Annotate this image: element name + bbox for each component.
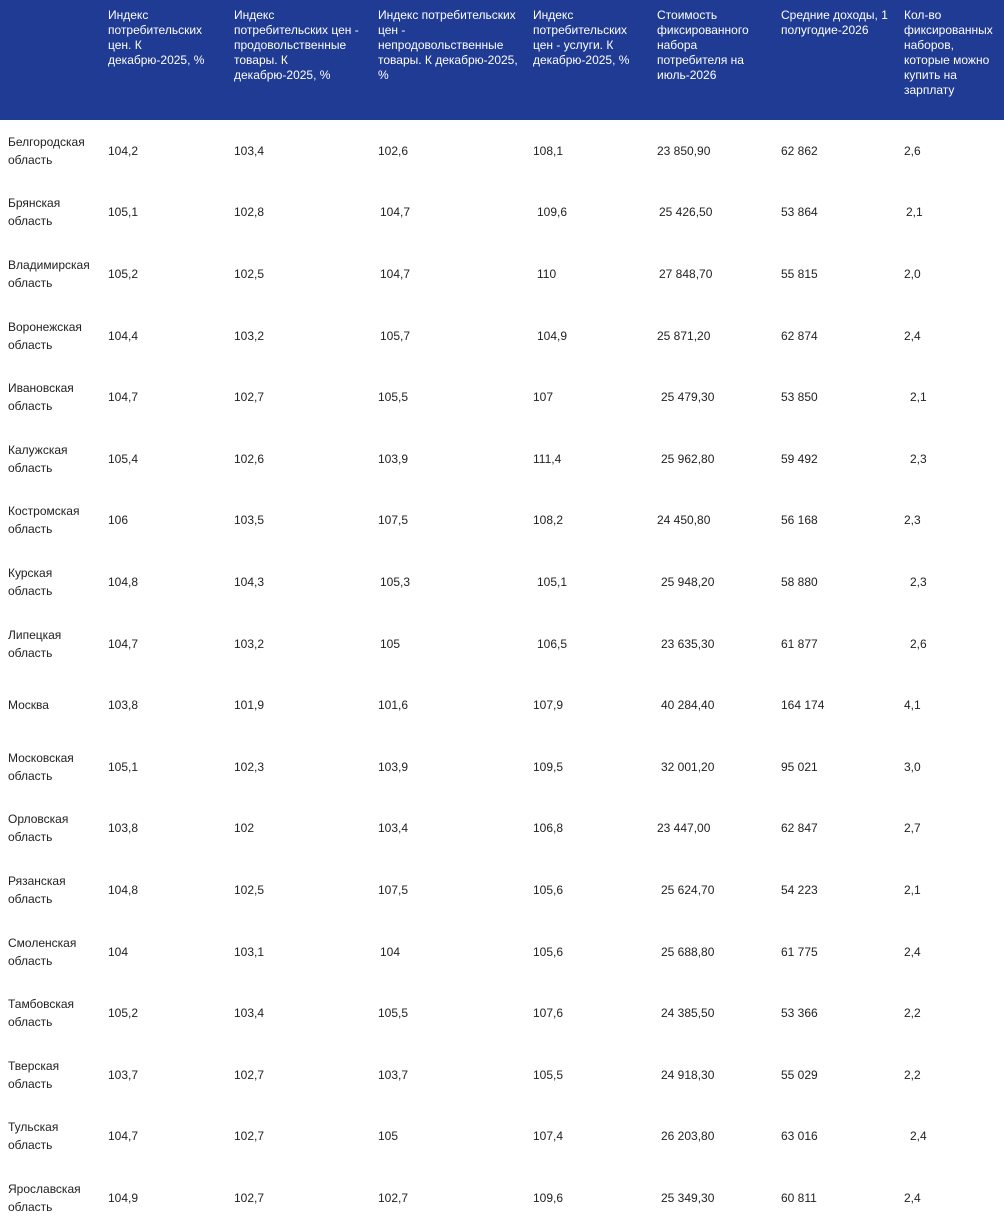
food-cpi-cell: 103,5 [234, 513, 265, 528]
region-cell: Брянская область [8, 196, 61, 229]
header-cpi-services: Индекс потребительских цен - услуги. К декабрю-2025, % [527, 0, 651, 120]
region-cell: Рязанская область [8, 873, 66, 906]
cpi-cell: 106 [108, 513, 129, 528]
sets-count-cell: 3,0 [904, 759, 921, 774]
cpi-cell: 105,4 [108, 451, 139, 466]
basket-cost-cell: 25 871,20 [657, 328, 711, 343]
cpi-cell: 104,9 [108, 1190, 139, 1205]
cpi-cell: 103,8 [108, 698, 139, 713]
nonfood-cpi-cell: 104,7 [380, 205, 411, 220]
table-row [0, 305, 1004, 367]
basket-cost-cell: 25 962,80 [661, 451, 715, 466]
food-cpi-cell: 102,7 [234, 1067, 265, 1082]
region-cell: Ярославская область [8, 1181, 81, 1214]
table-row [0, 613, 1004, 675]
avg-income-cell: 53 850 [781, 390, 818, 405]
avg-income-cell: 164 174 [781, 698, 825, 713]
avg-income-cell: 61 775 [781, 944, 818, 959]
cpi-cell: 105,2 [108, 266, 139, 281]
services-cpi-cell: 107 [533, 390, 554, 405]
header-basket-cost: Стоимость фиксированного набора потребителя на июль-2026 [651, 0, 775, 120]
services-cpi-cell: 110 [537, 266, 557, 281]
nonfood-cpi-cell: 103,9 [378, 451, 409, 466]
avg-income-cell: 60 811 [781, 1190, 817, 1205]
basket-cost-cell: 25 624,70 [661, 882, 715, 897]
table-row [0, 490, 1004, 552]
avg-income-cell: 59 492 [781, 451, 818, 466]
sets-count-cell: 2,6 [904, 143, 921, 158]
services-cpi-cell: 109,5 [533, 759, 564, 774]
nonfood-cpi-cell: 103,4 [378, 821, 409, 836]
region-cell: Воронежская область [8, 319, 82, 352]
region-cell: Москва [8, 698, 49, 713]
basket-cost-cell: 23 635,30 [661, 636, 715, 651]
basket-cost-cell: 24 450,80 [657, 513, 711, 528]
services-cpi-cell: 107,9 [533, 698, 564, 713]
avg-income-cell: 95 021 [781, 759, 818, 774]
sets-count-cell: 4,1 [904, 698, 921, 713]
cpi-cell: 103,8 [108, 821, 139, 836]
avg-income-cell: 62 874 [781, 328, 818, 343]
region-cell: Костромская область [8, 504, 80, 537]
cpi-cell: 104,4 [108, 328, 139, 343]
table-row [0, 243, 1004, 305]
avg-income-cell: 53 366 [781, 1006, 818, 1021]
basket-cost-cell: 26 203,80 [661, 1129, 715, 1144]
services-cpi-cell: 105,5 [533, 1067, 564, 1082]
avg-income-cell: 55 029 [781, 1067, 818, 1082]
header-sets-per-salary: Кол-во фиксированных наборов, которые можно купить на зарплату [898, 0, 1004, 120]
services-cpi-cell: 105,6 [533, 882, 564, 897]
services-cpi-cell: 106,5 [537, 636, 568, 651]
sets-count-cell: 2,1 [906, 205, 923, 220]
table-row [0, 982, 1004, 1044]
services-cpi-cell: 107,6 [533, 1006, 564, 1021]
sets-count-cell: 2,3 [910, 451, 927, 466]
table-row [0, 674, 1004, 736]
services-cpi-cell: 109,6 [537, 205, 568, 220]
services-cpi-cell: 107,4 [533, 1129, 564, 1144]
basket-cost-cell: 32 001,20 [661, 759, 715, 774]
food-cpi-cell: 102,7 [234, 390, 265, 405]
food-cpi-cell: 103,4 [234, 143, 265, 158]
sets-count-cell: 2,4 [904, 1190, 921, 1205]
services-cpi-cell: 111,4 [533, 451, 562, 466]
table-body [0, 120, 1004, 1229]
services-cpi-cell: 104,9 [537, 328, 568, 343]
food-cpi-cell: 103,4 [234, 1006, 265, 1021]
food-cpi-cell: 101,9 [234, 698, 265, 713]
region-cell: Московская область [8, 750, 74, 783]
region-cell: Калужская область [8, 442, 68, 475]
nonfood-cpi-cell: 107,5 [378, 513, 409, 528]
table-row [0, 1044, 1004, 1106]
cpi-cell: 104,7 [108, 390, 139, 405]
food-cpi-cell: 102,5 [234, 882, 265, 897]
region-cell: Орловская область [8, 812, 69, 845]
table-header [0, 0, 1004, 120]
table-row [0, 1106, 1004, 1168]
cpi-cell: 105,1 [108, 759, 139, 774]
basket-cost-cell: 25 688,80 [661, 944, 715, 959]
header-avg-income: Средние доходы, 1 полугодие-2026 [775, 0, 898, 120]
header-region [0, 0, 102, 120]
basket-cost-cell: 25 426,50 [659, 205, 713, 220]
basket-cost-cell: 23 447,00 [657, 821, 711, 836]
basket-cost-cell: 40 284,40 [661, 698, 715, 713]
food-cpi-cell: 103,2 [234, 636, 265, 651]
avg-income-cell: 53 864 [781, 205, 818, 220]
basket-cost-cell: 27 848,70 [659, 266, 713, 281]
nonfood-cpi-cell: 105,5 [378, 1006, 409, 1021]
nonfood-cpi-cell: 105 [378, 1129, 399, 1144]
nonfood-cpi-cell: 103,9 [378, 759, 409, 774]
cpi-cell: 103,7 [108, 1067, 139, 1082]
food-cpi-cell: 103,1 [234, 944, 265, 959]
sets-count-cell: 2,6 [910, 636, 927, 651]
header-cpi: Индекс потребительских цен. К декабрю-2025, % [102, 0, 228, 120]
region-cell: Курская область [8, 565, 53, 598]
cpi-cell: 105,2 [108, 1006, 139, 1021]
table-row [0, 428, 1004, 490]
food-cpi-cell: 102,6 [234, 451, 265, 466]
table-row [0, 859, 1004, 921]
nonfood-cpi-cell: 105,5 [378, 390, 409, 405]
table-row [0, 120, 1004, 182]
cpi-cell: 104,8 [108, 574, 139, 589]
avg-income-cell: 63 016 [781, 1129, 818, 1144]
sets-count-cell: 2,0 [904, 266, 921, 281]
nonfood-cpi-cell: 103,7 [378, 1067, 409, 1082]
basket-cost-cell: 25 349,30 [661, 1190, 715, 1205]
region-cell: Тульская область [8, 1120, 59, 1153]
basket-cost-cell: 25 948,20 [661, 574, 715, 589]
header-row [0, 0, 1004, 120]
avg-income-cell: 61 877 [781, 636, 818, 651]
region-cell: Владимирская область [8, 257, 90, 290]
cpi-cell: 104,8 [108, 882, 139, 897]
header-cpi-nonfood: Индекс потребительских цен - непродовольственные товары. К декабрю-2025, % [372, 0, 527, 120]
sets-count-cell: 2,1 [904, 882, 921, 897]
table-row [0, 551, 1004, 613]
food-cpi-cell: 103,2 [234, 328, 265, 343]
region-cell: Тамбовская область [8, 997, 75, 1030]
nonfood-cpi-cell: 105 [380, 636, 401, 651]
avg-income-cell: 62 862 [781, 143, 818, 158]
region-cell: Тверская область [8, 1058, 60, 1091]
avg-income-cell: 56 168 [781, 513, 818, 528]
services-cpi-cell: 109,6 [533, 1190, 564, 1205]
avg-income-cell: 54 223 [781, 882, 818, 897]
cpi-cell: 105,1 [108, 205, 139, 220]
region-cell: Липецкая область [8, 627, 62, 660]
region-cell: Смоленская область [8, 935, 77, 968]
table-row [0, 1167, 1004, 1229]
basket-cost-cell: 25 479,30 [661, 390, 715, 405]
avg-income-cell: 62 847 [781, 821, 818, 836]
sets-count-cell: 2,7 [904, 821, 921, 836]
nonfood-cpi-cell: 102,6 [378, 143, 409, 158]
food-cpi-cell: 102 [234, 821, 255, 836]
nonfood-cpi-cell: 101,6 [378, 698, 409, 713]
region-cell: Белгородская область [8, 134, 85, 167]
sets-count-cell: 2,4 [910, 1129, 927, 1144]
nonfood-cpi-cell: 104,7 [380, 266, 411, 281]
basket-cost-cell: 24 385,50 [661, 1006, 715, 1021]
sets-count-cell: 2,3 [904, 513, 921, 528]
services-cpi-cell: 106,8 [533, 821, 564, 836]
region-cell: Ивановская область [8, 381, 74, 414]
sets-count-cell: 2,4 [904, 944, 921, 959]
services-cpi-cell: 105,6 [533, 944, 564, 959]
sets-count-cell: 2,4 [904, 328, 921, 343]
sets-count-cell: 2,3 [910, 574, 927, 589]
basket-cost-cell: 24 918,30 [661, 1067, 715, 1082]
nonfood-cpi-cell: 105,7 [380, 328, 411, 343]
services-cpi-cell: 105,1 [537, 574, 568, 589]
services-cpi-cell: 108,1 [533, 143, 564, 158]
sets-count-cell: 2,1 [910, 390, 927, 405]
cpi-cell: 104,7 [108, 636, 139, 651]
table-row [0, 366, 1004, 428]
header-cpi-food: Индекс потребительских цен - продовольственные товары. К декабрю-2025, % [228, 0, 372, 120]
nonfood-cpi-cell: 104 [380, 944, 401, 959]
sets-count-cell: 2,2 [904, 1006, 921, 1021]
cpi-cell: 104,7 [108, 1129, 139, 1144]
cpi-cell: 104 [108, 944, 129, 959]
table-row [0, 921, 1004, 983]
food-cpi-cell: 102,3 [234, 759, 265, 774]
table-row [0, 736, 1004, 798]
food-cpi-cell: 102,8 [234, 205, 265, 220]
cpi-cell: 104,2 [108, 143, 139, 158]
food-cpi-cell: 102,7 [234, 1190, 265, 1205]
food-cpi-cell: 104,3 [234, 574, 265, 589]
sets-count-cell: 2,2 [904, 1067, 921, 1082]
food-cpi-cell: 102,5 [234, 266, 265, 281]
food-cpi-cell: 102,7 [234, 1129, 265, 1144]
table-row [0, 182, 1004, 244]
table-row [0, 798, 1004, 860]
services-cpi-cell: 108,2 [533, 513, 564, 528]
basket-cost-cell: 23 850,90 [657, 143, 711, 158]
avg-income-cell: 58 880 [781, 574, 818, 589]
avg-income-cell: 55 815 [781, 266, 818, 281]
nonfood-cpi-cell: 102,7 [378, 1190, 409, 1205]
nonfood-cpi-cell: 105,3 [380, 574, 411, 589]
nonfood-cpi-cell: 107,5 [378, 882, 409, 897]
